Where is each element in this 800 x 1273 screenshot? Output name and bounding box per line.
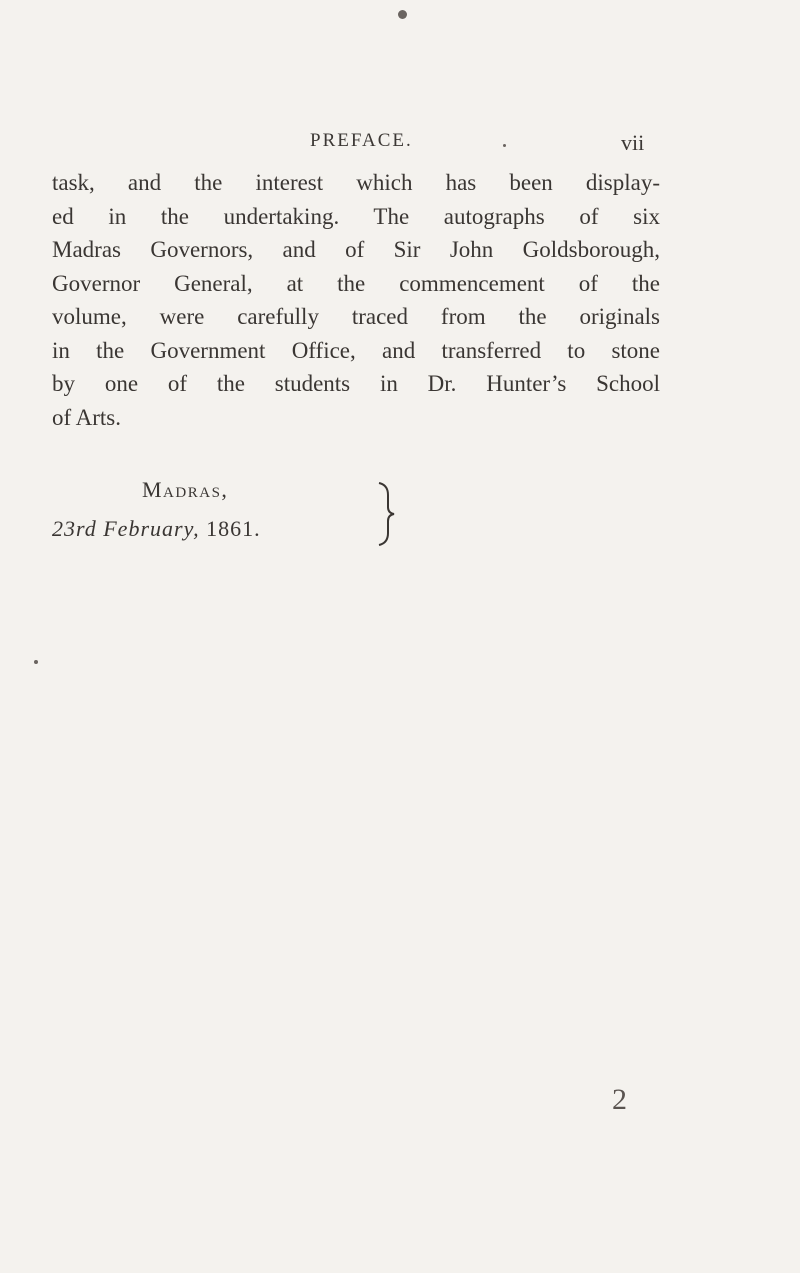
body-line: Governor General, at the commencement of the (52, 270, 660, 296)
body-line: by one of the students in Dr. Hunter’s School (52, 371, 660, 396)
right-brace-icon (376, 481, 396, 547)
date-day-month: 23rd February, (52, 516, 200, 541)
running-title: PREFACE. (310, 130, 413, 151)
signature-mark: 2 (612, 1083, 627, 1116)
place-name: Madras, (142, 477, 229, 502)
place-date-block (52, 477, 452, 557)
running-head (0, 130, 800, 158)
body-line: task, and the interest which has been display- (52, 170, 660, 195)
body-line: ed in the undertaking. The autographs of six (52, 203, 660, 229)
body-line: volume, were carefully traced from the originals (52, 304, 660, 329)
ink-speck (34, 660, 38, 664)
date-line (52, 516, 261, 542)
body-paragraph (52, 166, 660, 434)
date-year: 1861. (199, 516, 261, 541)
ink-speck (398, 10, 407, 19)
body-line: Madras Governors, and of Sir John Goldsborough, (52, 237, 660, 262)
body-line: in the Government Office, and transferred to stone (52, 337, 660, 363)
body-line: of Arts. (52, 404, 121, 430)
page-number: vii (621, 130, 645, 155)
